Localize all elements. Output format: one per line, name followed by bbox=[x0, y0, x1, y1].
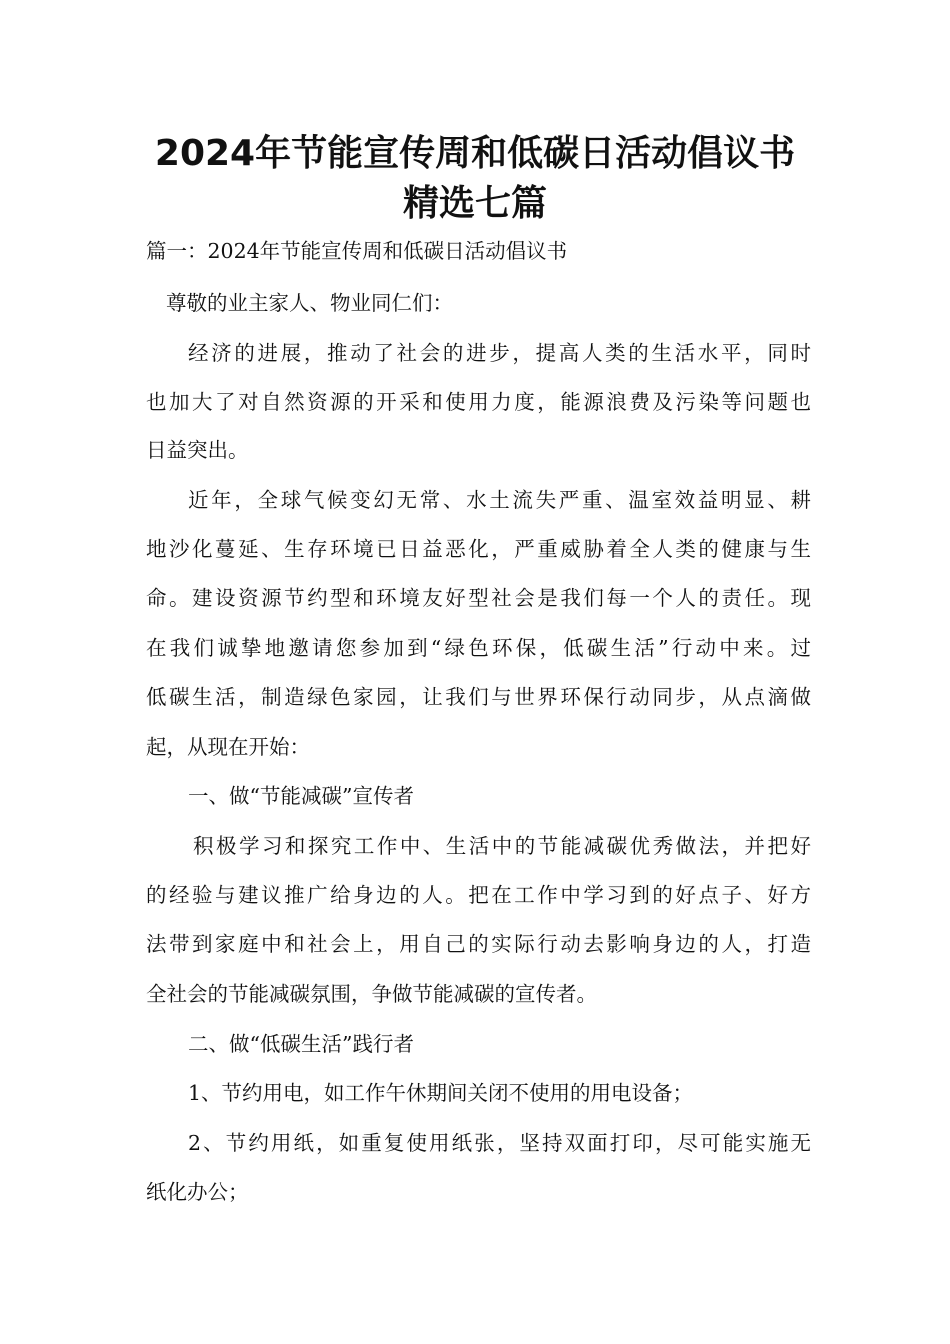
paragraph-3-line-4: 全社会的节能减碳氛围，争做节能减碳的宣传者。 bbox=[146, 982, 597, 1006]
paragraph-3-line-2: 的经验与建议推广给身边的人。把在工作中学习到的好点子、好方 bbox=[146, 883, 811, 907]
subheading-1: 一、做“节能减碳”宣传者 bbox=[188, 784, 414, 808]
document-title-line-1: 2024年节能宣传周和低碳日活动倡议书 bbox=[154, 133, 796, 174]
paragraph-2-line-4: 在我们诚挚地邀请您参加到“绿色环保，低碳生活”行动中来。过 bbox=[146, 636, 811, 660]
paragraph-2-line-3: 命。建设资源节约型和环境友好型社会是我们每一个人的责任。现 bbox=[146, 586, 811, 610]
paragraph-1-line-3: 日益突出。 bbox=[146, 438, 249, 462]
list-item-2-line-2: 纸化办公； bbox=[146, 1180, 249, 1204]
paragraph-1-line-2: 也加大了对自然资源的开采和使用力度，能源浪费及污染等问题也 bbox=[146, 390, 811, 414]
paragraph-3-line-1: 积极学习和探究工作中、生活中的节能减碳优秀做法，并把好 bbox=[193, 834, 811, 858]
paragraph-3-line-3: 法带到家庭中和社会上，用自己的实际行动去影响身边的人，打造 bbox=[146, 932, 811, 956]
subheading-2: 二、做“低碳生活”践行者 bbox=[188, 1032, 414, 1056]
list-item-2-line-1: 2、节约用纸，如重复使用纸张，坚持双面打印，尽可能实施无 bbox=[188, 1131, 811, 1155]
paragraph-2-line-1: 近年，全球气候变幻无常、水土流失严重、温室效益明显、耕 bbox=[188, 488, 811, 512]
list-item-1: 1、节约用电，如工作午休期间关闭不使用的用电设备； bbox=[188, 1081, 694, 1105]
paragraph-2-line-6: 起，从现在开始： bbox=[146, 735, 310, 759]
paragraph-1-line-1: 经济的进展，推动了社会的进步，提高人类的生活水平，同时 bbox=[188, 341, 811, 365]
document-title-line-2: 精选七篇 bbox=[402, 183, 547, 224]
paragraph-2-line-2: 地沙化蔓延、生存环境已日益恶化，严重威胁着全人类的健康与生 bbox=[146, 537, 811, 561]
salutation: 尊敬的业主家人、物业同仁们： bbox=[166, 291, 453, 315]
paragraph-2-line-5: 低碳生活，制造绿色家园，让我们与世界环保行动同步，从点滴做 bbox=[146, 685, 811, 709]
section-heading: 篇一：2024年节能宣传周和低碳日活动倡议书 bbox=[146, 239, 568, 263]
